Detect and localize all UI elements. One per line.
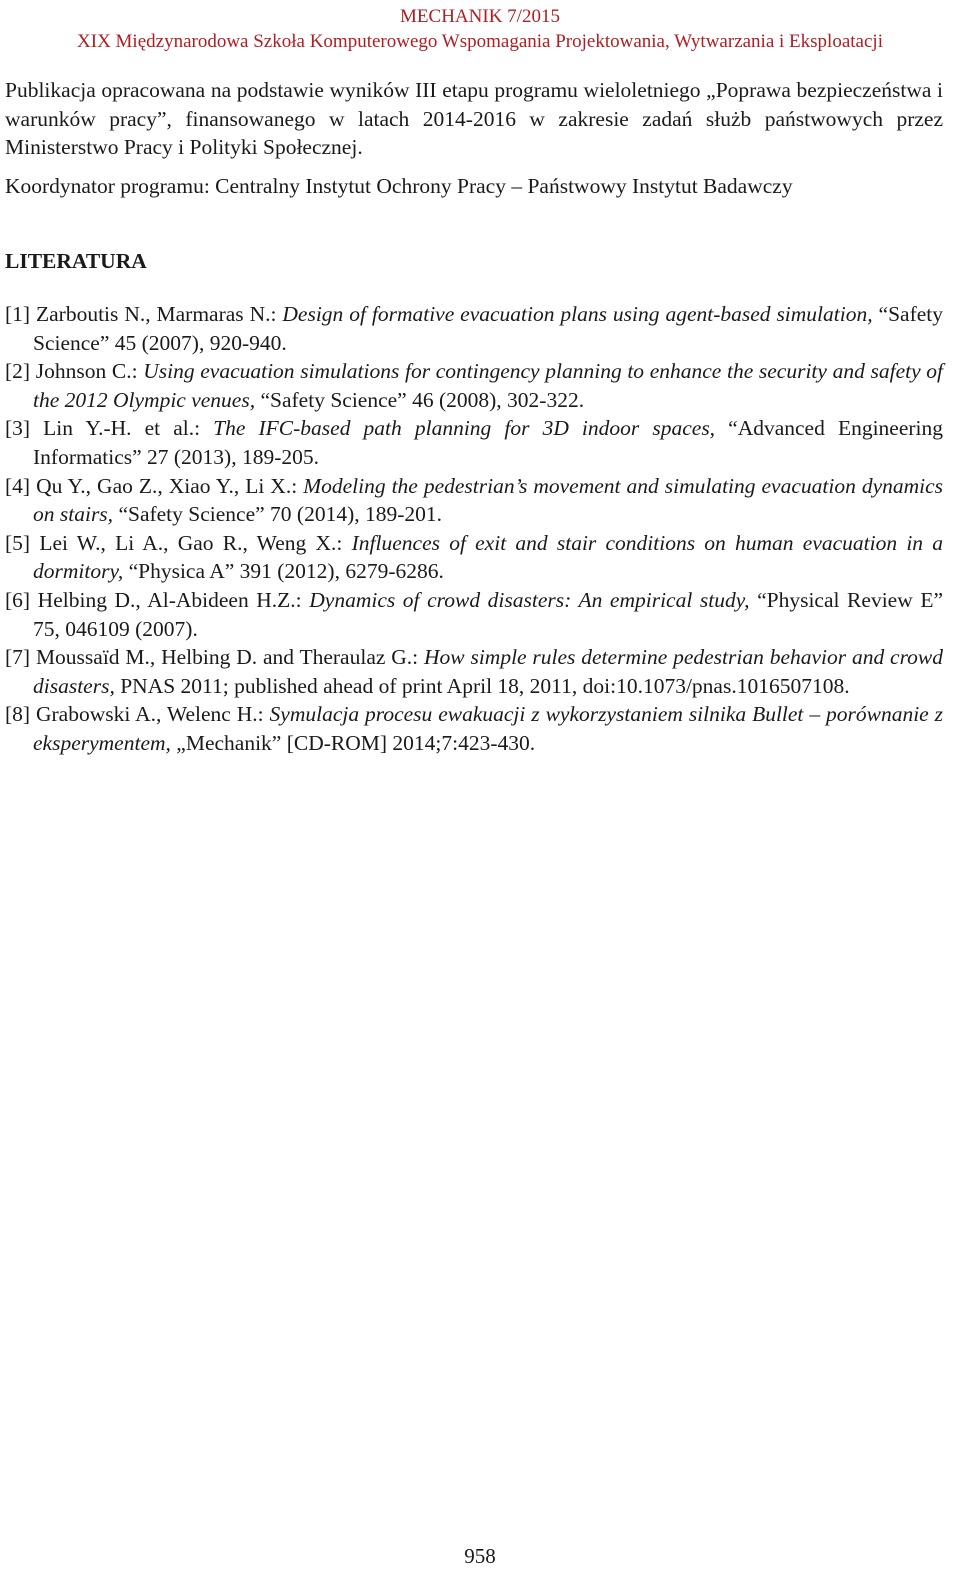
- reference-number: [8]: [5, 702, 31, 727]
- literature-heading: LITERATURA: [5, 249, 147, 274]
- reference-authors: Zarboutis N., Marmaras N.:: [36, 301, 277, 326]
- reference-authors: Grabowski A., Welenc H.:: [36, 702, 264, 727]
- reference-title: Using evacuation simulations for contingency planning to enhance the security and safety of the 2012 Olympic venues,: [33, 359, 944, 412]
- reference-source: „Mechanik” [CD-ROM] 2014;7:423-430.: [176, 730, 536, 755]
- reference-title: Influences of exit and stair conditions on human evacuation in a dormitory,: [33, 530, 944, 584]
- reference-item: [5, 586, 943, 643]
- reference-title: Design of formative evacuation plans using agent-based simulation,: [282, 301, 873, 326]
- reference-item: [5, 300, 943, 357]
- reference-item: [5, 472, 943, 529]
- reference-authors: Lin Y.-H. et al.:: [43, 416, 201, 441]
- reference-list: [5, 300, 943, 758]
- page-number: 958: [464, 1544, 496, 1568]
- reference-title: The IFC-based path planning for 3D indoor spaces,: [213, 416, 716, 441]
- reference-number: [7]: [5, 645, 31, 670]
- reference-title: Symulacja procesu ewakuacji z wykorzystaniem silnika Bullet – porównanie z eksperymentem,: [33, 702, 944, 755]
- reference-source: “Physica A” 391 (2012), 6279-6286.: [128, 559, 444, 584]
- reference-number: [6]: [5, 587, 31, 612]
- reference-source: “Safety Science” 46 (2008), 302-322.: [260, 387, 585, 412]
- page-content: [5, 76, 943, 757]
- reference-number: [5]: [5, 530, 31, 555]
- reference-item: [5, 529, 943, 586]
- reference-title: Dynamics of crowd disasters: An empirical study,: [309, 587, 750, 612]
- reference-title: Modeling the pedestrian’s movement and simulating evacuation dynamics on stairs,: [33, 473, 944, 527]
- reference-item: [5, 643, 943, 700]
- conference-name: XIX Międzynarodowa Szkoła Komputerowego Wspomagania Projektowania, Wytwarzania i Eksploatacji: [77, 31, 883, 52]
- reference-number: [2]: [5, 359, 31, 384]
- reference-item: [5, 357, 943, 414]
- journal-header: [0, 4, 960, 54]
- reference-title: How simple rules determine pedestrian behavior and crowd disasters,: [33, 645, 944, 698]
- journal-issue: MECHANIK 7/2015: [400, 6, 560, 27]
- reference-authors: Lei W., Li A., Gao R., Weng X.:: [39, 530, 343, 555]
- reference-authors: Moussaïd M., Helbing D. and Theraulaz G.:: [35, 645, 419, 670]
- coordinator-paragraph: Koordynator programu: Centralny Instytut Ochrony Pracy – Państwowy Instytut Badawczy: [5, 173, 793, 198]
- reference-source: “Safety Science” 45 (2007), 920-940.: [33, 301, 943, 355]
- funding-paragraph: Publikacja opracowana na podstawie wyników III etapu programu wieloletniego „Poprawa bezpieczeństwa i warunków pracy”, finansowanego w latach 2014-2016 w zakresie zadań służb państwowych przez Ministerstwo Pracy i Polityki Społecznej.: [5, 78, 943, 160]
- reference-authors: Qu Y., Gao Z., Xiao Y., Li X.:: [36, 473, 298, 498]
- reference-number: [4]: [5, 473, 31, 498]
- reference-number: [3]: [5, 416, 31, 441]
- reference-source: “Advanced Engineering Informatics” 27 (2013), 189-205.: [33, 416, 944, 469]
- reference-item: [5, 414, 943, 471]
- reference-authors: Johnson C.:: [35, 359, 138, 384]
- reference-item: [5, 700, 943, 757]
- reference-authors: Helbing D., Al-Abideen H.Z.:: [37, 587, 302, 612]
- reference-source: PNAS 2011; published ahead of print April 18, 2011, doi:10.1073/pnas.1016507108.: [120, 673, 850, 698]
- reference-source: “Safety Science” 70 (2014), 189-201.: [118, 502, 443, 527]
- reference-source: “Physical Review E” 75, 046109 (2007).: [33, 587, 943, 641]
- reference-number: [1]: [5, 301, 31, 326]
